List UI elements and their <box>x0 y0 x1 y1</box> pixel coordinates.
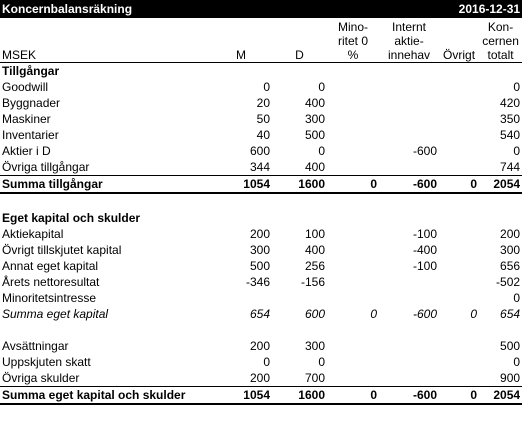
sum-equity-row <box>0 306 522 322</box>
column-header-internt-line: Internt <box>392 20 427 34</box>
column-header-internt <box>379 18 439 63</box>
row-label: Maskiner <box>2 112 51 126</box>
sum-assets-row <box>0 176 522 194</box>
value-internt <box>379 290 439 306</box>
column-header-koncern-line: cernen <box>482 34 519 48</box>
value-m: 50 <box>256 112 270 126</box>
table-row <box>0 338 522 354</box>
value-minoritet <box>327 111 379 127</box>
value-koncern: 0 <box>513 80 521 94</box>
value-minoritet <box>327 274 379 290</box>
value-m: 500 <box>249 259 270 273</box>
table-row <box>0 242 522 258</box>
table-row <box>0 79 522 95</box>
row-label: Årets nettoresultat <box>2 275 100 289</box>
column-header-internt-line: innehav <box>388 48 431 62</box>
value-m: 200 <box>249 371 270 385</box>
value-m: 600 <box>249 144 270 158</box>
value-ovrigt <box>439 111 479 127</box>
value-ovrigt <box>439 79 479 95</box>
spacer-cell <box>0 322 522 338</box>
value-koncern: 654 <box>500 307 521 321</box>
value-internt: -100 <box>413 259 438 273</box>
value-internt <box>379 274 439 290</box>
section-assets <box>0 63 522 80</box>
title-row <box>0 0 522 18</box>
value-m: 200 <box>249 227 270 241</box>
value-koncern: 2054 <box>479 176 522 194</box>
value-ovrigt <box>439 354 479 370</box>
table-row <box>0 370 522 387</box>
spacer-row <box>0 193 522 210</box>
value-d: 700 <box>304 371 325 385</box>
value-ovrigt: 0 <box>439 387 479 405</box>
value-m: 1054 <box>210 176 272 194</box>
value-m: 654 <box>249 307 270 321</box>
column-header-koncern <box>479 18 522 63</box>
row-label: Goodwill <box>2 80 49 94</box>
value-m: 40 <box>256 128 270 142</box>
value-internt <box>379 354 439 370</box>
row-label: Minoritetsintresse <box>2 291 97 305</box>
value-d: -156 <box>300 275 325 289</box>
column-header-minoritet-line: % <box>347 48 359 62</box>
value-koncern: 350 <box>500 112 521 126</box>
value-koncern: 0 <box>513 144 521 158</box>
table-row <box>0 354 522 370</box>
sheet-title: Koncernbalansräkning <box>0 0 439 18</box>
value-ovrigt: 0 <box>439 176 479 194</box>
value-d: 600 <box>304 307 325 321</box>
value-internt <box>379 159 439 176</box>
row-label: Övrigt tillskjutet kapital <box>2 243 122 257</box>
value-m: 344 <box>249 160 270 174</box>
value-m: 200 <box>249 339 270 353</box>
value-m: 300 <box>249 243 270 257</box>
value-m <box>210 290 272 306</box>
value-m: 20 <box>256 96 270 110</box>
row-label: Summa tillgångar <box>0 176 210 194</box>
value-minoritet: 0 <box>370 307 377 321</box>
row-label: Byggnader <box>2 96 61 110</box>
value-ovrigt <box>439 258 479 274</box>
column-header-ovrigt: Övrigt <box>439 18 479 63</box>
section-heading: Tillgångar <box>2 64 60 78</box>
column-header-d: D <box>272 18 327 63</box>
value-d <box>272 290 327 306</box>
value-minoritet <box>327 370 379 387</box>
table-row <box>0 290 522 306</box>
table-row <box>0 143 522 159</box>
value-ovrigt <box>439 370 479 387</box>
value-ovrigt <box>439 127 479 143</box>
table-row <box>0 258 522 274</box>
spacer-row <box>0 322 522 338</box>
value-minoritet <box>327 354 379 370</box>
value-ovrigt: 0 <box>470 307 478 321</box>
column-header-minoritet <box>327 18 379 63</box>
value-d: 0 <box>318 355 325 369</box>
value-internt <box>379 79 439 95</box>
section-equity <box>0 210 522 226</box>
table-row <box>0 95 522 111</box>
value-internt: -400 <box>413 243 438 257</box>
value-m: 0 <box>263 355 270 369</box>
row-label: Summa eget kapital <box>2 307 109 321</box>
column-header-row <box>0 18 522 63</box>
value-d: 1600 <box>272 176 327 194</box>
value-d: 256 <box>304 259 325 273</box>
value-d: 400 <box>304 96 325 110</box>
table-row <box>0 159 522 176</box>
value-koncern: 656 <box>500 259 521 273</box>
value-ovrigt <box>439 226 479 242</box>
value-internt <box>379 95 439 111</box>
spacer-cell <box>0 193 522 210</box>
value-minoritet <box>327 258 379 274</box>
column-header-koncern-line: Kon- <box>487 20 514 34</box>
value-minoritet <box>327 79 379 95</box>
value-d: 0 <box>318 144 325 158</box>
row-label: Inventarier <box>2 128 59 142</box>
value-internt <box>379 338 439 354</box>
value-minoritet <box>327 242 379 258</box>
value-internt <box>379 370 439 387</box>
row-label: Aktiekapital <box>2 227 64 241</box>
table-row <box>0 274 522 290</box>
value-m: 1054 <box>210 387 272 405</box>
row-label: Avsättningar <box>2 339 69 353</box>
row-label: Summa eget kapital och skulder <box>0 387 210 405</box>
value-minoritet <box>327 95 379 111</box>
value-internt: -600 <box>379 387 439 405</box>
value-d: 500 <box>304 128 325 142</box>
value-m: 0 <box>263 80 270 94</box>
value-koncern: 0 <box>513 291 521 305</box>
table-row <box>0 127 522 143</box>
column-header-internt-line: aktie- <box>394 34 424 48</box>
value-d: 400 <box>304 160 325 174</box>
value-ovrigt <box>439 159 479 176</box>
column-header-minoritet-line: ritet 0 <box>337 34 368 48</box>
value-minoritet <box>327 143 379 159</box>
value-internt: -600 <box>379 176 439 194</box>
row-label: Uppskjuten skatt <box>2 355 91 369</box>
value-internt <box>379 111 439 127</box>
value-d: 300 <box>304 339 325 353</box>
value-d: 0 <box>318 80 325 94</box>
value-minoritet <box>327 290 379 306</box>
value-d: 1600 <box>272 387 327 405</box>
sheet-date: 2016-12-31 <box>439 0 522 18</box>
table-row <box>0 111 522 127</box>
value-minoritet: 0 <box>327 387 379 405</box>
value-minoritet <box>327 338 379 354</box>
value-koncern: 540 <box>500 128 521 142</box>
value-internt: -600 <box>413 144 438 158</box>
value-koncern: 200 <box>500 227 521 241</box>
value-d: 100 <box>304 227 325 241</box>
value-koncern: 744 <box>500 160 521 174</box>
value-koncern: 2054 <box>479 387 522 405</box>
value-koncern: 420 <box>500 96 521 110</box>
value-ovrigt <box>439 95 479 111</box>
value-ovrigt <box>439 338 479 354</box>
value-minoritet <box>327 127 379 143</box>
section-heading: Eget kapital och skulder <box>2 211 141 225</box>
column-header-koncern-line: totalt <box>487 48 514 62</box>
value-d: 400 <box>304 243 325 257</box>
value-koncern: 0 <box>513 355 521 369</box>
value-ovrigt <box>439 290 479 306</box>
value-ovrigt <box>439 242 479 258</box>
column-header-m: M <box>210 18 272 63</box>
value-m: -346 <box>245 275 270 289</box>
value-minoritet <box>327 226 379 242</box>
value-internt <box>379 127 439 143</box>
sum-total-row <box>0 387 522 405</box>
value-koncern: 500 <box>500 339 521 353</box>
table-row <box>0 226 522 242</box>
value-d: 300 <box>304 112 325 126</box>
value-minoritet: 0 <box>327 176 379 194</box>
column-header-minoritet-line: Mino- <box>337 20 368 34</box>
row-label: Övriga skulder <box>2 371 80 385</box>
value-koncern: 900 <box>500 371 521 385</box>
column-header-msek: MSEK <box>0 18 210 63</box>
row-label: Övriga tillgångar <box>2 160 90 174</box>
value-koncern: 300 <box>500 243 521 257</box>
row-label: Annat eget kapital <box>2 259 99 273</box>
value-internt: -100 <box>413 227 438 241</box>
value-minoritet <box>327 159 379 176</box>
value-koncern: -502 <box>496 275 521 289</box>
value-internt: -600 <box>413 307 438 321</box>
value-ovrigt <box>439 143 479 159</box>
value-ovrigt <box>439 274 479 290</box>
row-label: Aktier i D <box>2 144 51 158</box>
